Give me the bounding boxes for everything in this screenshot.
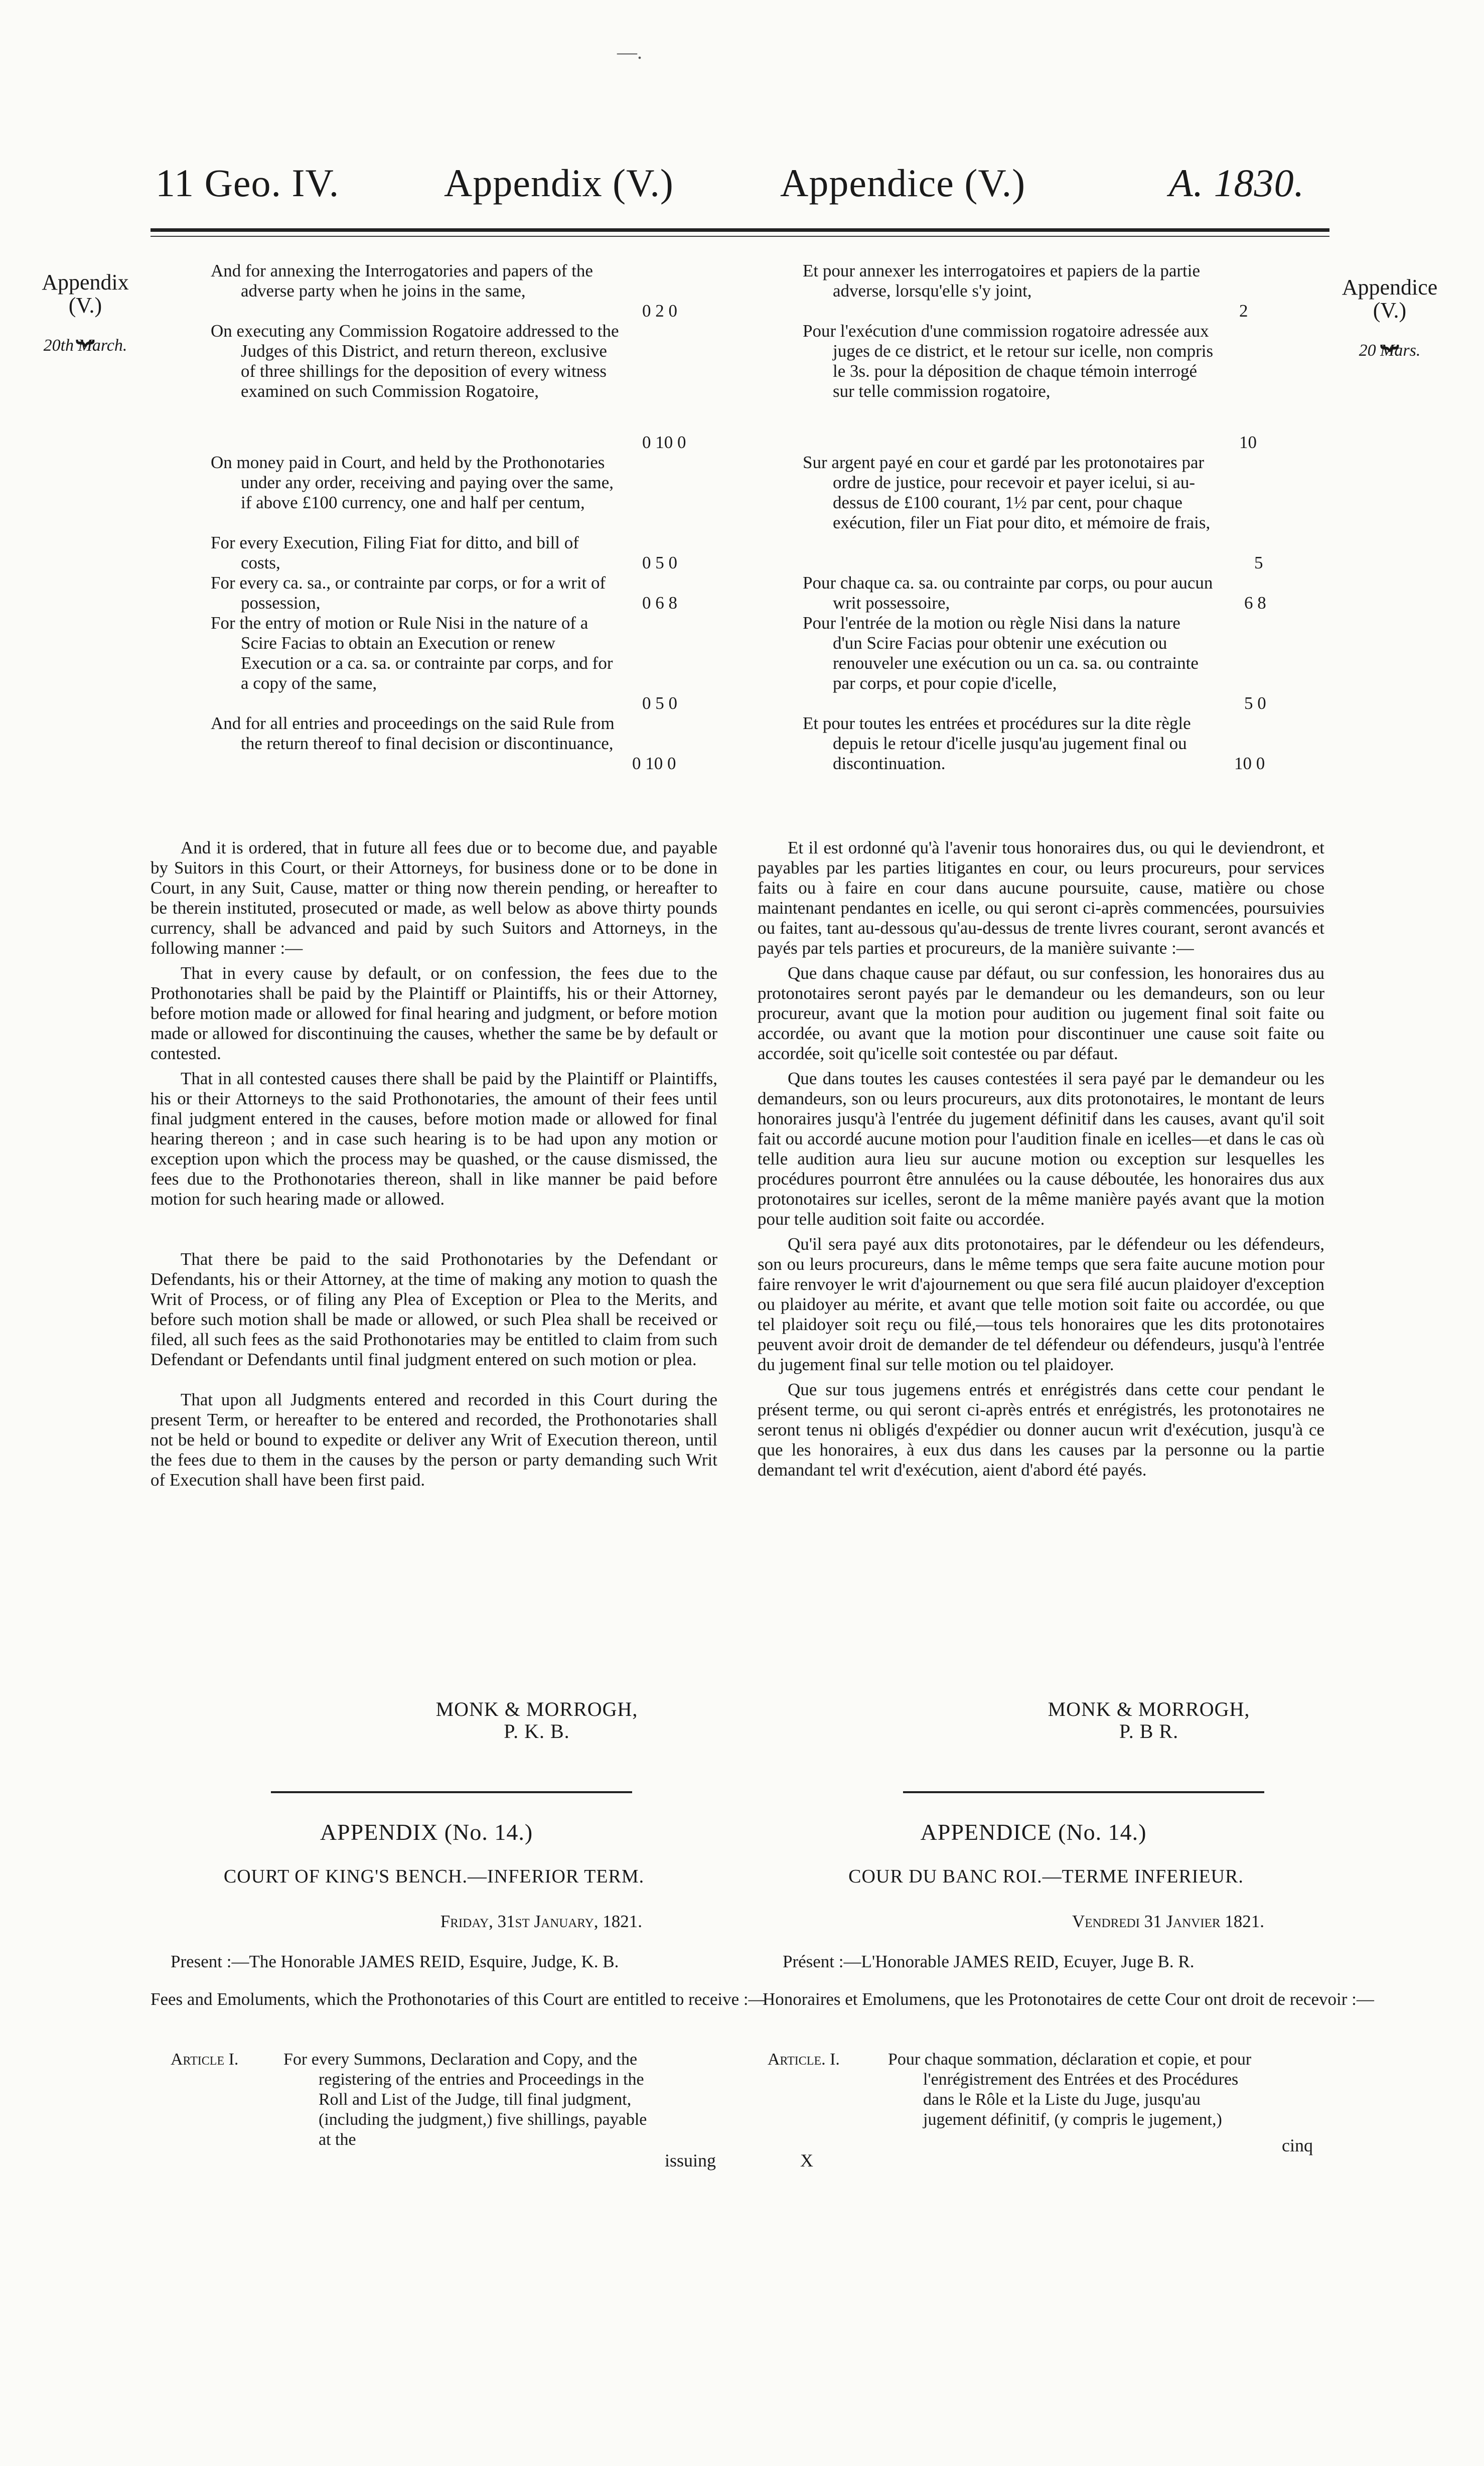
- section-separator-en: [271, 1791, 632, 1793]
- signature-title: P. K. B.: [504, 1720, 570, 1743]
- fee-row-fr: [803, 321, 1324, 453]
- fee-amount: 10 0: [1234, 754, 1265, 773]
- fee-desc: Et pour toutes les entrées et procédures sur la dite règle depuis le retour d'icelle jusqu'au jugement final ou discontinuation.: [803, 713, 1191, 773]
- fee-row-en: [211, 573, 732, 613]
- fee-amount: 2: [1239, 301, 1248, 321]
- right-margin-brace: ⏟: [1380, 314, 1400, 350]
- fee-row-en: [211, 453, 732, 533]
- fee-row-en: [211, 321, 732, 453]
- header-year: A. 1830.: [1169, 161, 1305, 205]
- header-appendix-en: Appendix (V.): [444, 161, 674, 205]
- fee-desc: For every ca. sa., or contrainte par corps, or for a writ of possession,: [211, 573, 606, 613]
- right-margin-sub: (V.): [1373, 298, 1407, 323]
- header-regnal-year: 11 Geo. IV.: [156, 161, 340, 205]
- fee-amount: 6 8: [1244, 593, 1266, 613]
- right-margin-date: 20 Mars.: [1359, 341, 1421, 360]
- fee-amount: 0 10 0: [642, 432, 686, 452]
- fee-desc: Pour l'exécution d'une commission rogatoire adressée aux juges de ce district, et le retour sur icelle, non compris le 3s. pour la déposition de chaque témoin interrogé sur telle commission rogatoire,: [803, 321, 1214, 401]
- catchword-fr: cinq: [1282, 2135, 1313, 2155]
- fee-row-fr: [803, 613, 1324, 713]
- body-fr: [758, 838, 1324, 1485]
- fee-desc: Pour l'entrée de la motion ou règle Nisi dans la nature d'un Scire Facias pour obtenir une exécution ou renouveler une exécution ou un ca. sa. ou contrainte par corps, et pour copie d'icelle,: [803, 613, 1199, 693]
- session-date-en: Friday, 31st January, 1821.: [440, 1912, 642, 1931]
- fee-amount: 0 5 0: [642, 553, 677, 572]
- article-label-en: Article I.: [171, 2050, 239, 2069]
- fee-desc: And for annexing the Interrogatories and papers of the adverse party when he joins in the same,: [211, 261, 593, 301]
- paragraph: Et il est ordonné qu'à l'avenir tous honoraires dus, ou qui le deviendront, et payables par les parties litigantes en cour, ou leurs procureurs, pour services faits ou à faire en cour dans aucune poursuite, cause, matière ou chose maintenant pendantes en icelle, ou qui seront ci-après commencées, poursuivies ou faites, tant au-dessous qu'au-dessus de trente livres courant, seront avancés et payés par tels parties et procureurs, de la manière suivante :—: [758, 838, 1324, 958]
- fee-row-fr: [803, 453, 1324, 573]
- paragraph: Que dans toutes les causes contestées il sera payé par le demandeur ou les demandeurs, son ou leurs procureurs, aux dits protonotaires, le montant de leurs honoraires jusqu'à l'entrée du jugement définitif dans les causes, avant qu'il soit fait ou accordé aucune motion pour l'audition finale en icelles—et dans le cas où telle audition aura lieu sur aucune motion ou exception sur lesquelles les procédures pourront être annulées ou la cause déboutée, les honoraires dus aux protonotaires sur icelles, seront de la même manière payés avant que la motion pour telle audition soit faite ou accordée.: [758, 1069, 1324, 1229]
- signature-en: [411, 1698, 662, 1743]
- left-margin-sub: (V.): [68, 293, 102, 318]
- fee-row-en: [211, 613, 732, 713]
- fees-intro-fr: Honoraires et Emolumens, que les Protonotaires de cette Cour ont droit de recevoir :—: [763, 1989, 1374, 2009]
- header-rule-thin: [151, 236, 1329, 237]
- paragraph: That in all contested causes there shall be paid by the Plaintiff or Plaintiffs, his or their Attorneys to the said Prothonotaries, the amount of their fees until final judgment entered in the causes, before motion made or allowed for final hearing thereon ; and in case such hearing is to be had upon any motion or exception upon which the process may be quashed, or the cause dismissed, the fees due to the Prothonotaries thereon, shall in like manner be paid before motion for such hearing made or allowed.: [151, 1069, 717, 1209]
- present-line-fr: Présent :—L'Honorable JAMES REID, Ecuyer, Juge B. R.: [783, 1952, 1195, 1971]
- fee-desc: For the entry of motion or Rule Nisi in the nature of a Scire Facias to obtain an Execution or renew Execution or a ca. sa. or contrainte par corps, and for a copy of the same,: [211, 613, 613, 693]
- appendix-title-en: APPENDIX (No. 14.): [320, 1819, 533, 1845]
- fee-desc: Pour chaque ca. sa. ou contrainte par corps, ou pour aucun writ possessoire,: [803, 573, 1213, 613]
- top-mark: —.: [617, 41, 642, 63]
- fee-desc: And for all entries and proceedings on the said Rule from the return thereof to final decision or discontinuance,: [211, 713, 615, 753]
- fee-amount: 0 10 0: [632, 754, 676, 773]
- section-separator-fr: [903, 1791, 1264, 1793]
- fee-desc: Et pour annexer les interrogatoires et papiers de la partie adverse, lorsqu'elle s'y joint,: [803, 261, 1201, 301]
- fee-amount: 0 6 8: [642, 593, 677, 613]
- left-margin-title: Appendix: [42, 270, 129, 295]
- fee-row-fr: [803, 261, 1324, 321]
- appendix-title-fr: APPENDICE (No. 14.): [920, 1819, 1147, 1845]
- catchword-en: issuing: [665, 2150, 716, 2170]
- right-margin-note: [1324, 276, 1455, 359]
- signature-name: MONK & MORROGH,: [435, 1698, 638, 1720]
- paragraph: Qu'il sera payé aux dits protonotaires, par le défendeur ou les défendeurs, son ou leurs procureurs, dans le même temps que sera faite aucune motion pour faire renvoyer le writ d'ajournement ou que sera filé aucun plaidoyer d'exception ou plaidoyer au mérite, et avant que telle motion soit faite ou accordée, ou que tel plaidoyer soit reçu ou filé,—tous tels honoraires que les dits protonotaires peuvent avoir droit de demander de tel défendeur ou défendeurs, jusqu'à l'entrée du jugement final sur telle motion ou tel plaidoyer.: [758, 1234, 1324, 1374]
- fee-amount: 0 2 0: [642, 301, 677, 321]
- fees-intro-en: Fees and Emoluments, which the Prothonotaries of this Court are entitled to receive :—: [151, 1989, 766, 2009]
- fee-desc: On money paid in Court, and held by the Prothonotaries under any order, receiving and paying over the same, if above £100 currency, one and half per centum,: [211, 453, 614, 512]
- left-margin-note: [25, 271, 145, 354]
- fee-desc: Sur argent payé en cour et gardé par les protonotaires par ordre de justice, pour recevoir et payer icelui, si au-dessus de £100 courant, 1½ par cent, pour chaque exécution, filer un Fiat pour dito, et mémoire de frais,: [803, 453, 1211, 532]
- fee-desc: For every Execution, Filing Fiat for ditto, and bill of costs,: [211, 533, 579, 572]
- fee-amount: 0 5 0: [642, 693, 677, 713]
- fee-amount: 5 0: [1244, 693, 1266, 713]
- article-label-fr: Article. I.: [768, 2050, 840, 2069]
- court-heading-fr: COUR DU BANC ROI.—TERME INFERIEUR.: [848, 1866, 1244, 1887]
- header-appendix-fr: Appendice (V.): [780, 161, 1026, 205]
- paragraph: That there be paid to the said Prothonotaries by the Defendant or Defendants, his or their Attorney, at the time of making any motion to quash the Writ of Process, or of filing any Plea of Exception or Plea to the Merits, and before such motion shall be made or allowed, or such Plea shall be received or filed, all such fees as the said Prothonotaries may be entitled to claim from such Defendant or Defendants until final judgment entered on such motion or plea.: [151, 1249, 717, 1369]
- left-margin-brace: ⏟: [75, 309, 95, 345]
- signature-title: P. B R.: [1119, 1720, 1179, 1743]
- paragraph: Que dans chaque cause par défaut, ou sur confession, les honoraires dus au protonotaires seront payés par le demandeur ou les demandeurs, son ou leur procureur, avant que la motion pour audition ou jugement final soit faite ou accordée, ou avant que la motion pour discontinuer une cause soit faite ou accordée, soit qu'icelle soit contestée ou par défaut.: [758, 963, 1324, 1063]
- right-margin-title: Appendice: [1342, 275, 1438, 300]
- paragraph: Que sur tous jugemens entrés et enrégistrés dans cette cour pendant le présent terme, ou qui seront ci-après entrés et enrégistrés, les protonotaires ne seront tenus ni obligés d'expédier ou donner aucun writ d'exécution, jusqu'à ce que les honoraires, à eux dus dans les causes par la personne ou la partie demandant tel writ d'exécution, aient d'abord été payés.: [758, 1380, 1324, 1480]
- fee-row-en: [211, 261, 732, 321]
- fee-table-en: [211, 261, 732, 774]
- fee-amount: 5: [1254, 553, 1263, 572]
- signature-fr: [1023, 1698, 1274, 1743]
- header-rule: [151, 228, 1329, 232]
- fee-table-fr: [803, 261, 1324, 774]
- left-margin-date: 20th March.: [43, 336, 127, 355]
- court-heading-en: COURT OF KING'S BENCH.—INFERIOR TERM.: [223, 1866, 645, 1887]
- signature-mark: X: [800, 2150, 813, 2170]
- body-en: [151, 838, 717, 1495]
- fee-desc: On executing any Commission Rogatoire addressed to the Judges of this District, and return thereon, exclusive of three shillings for the deposition of every witness examined on such Commission Rogatoire,: [211, 321, 619, 401]
- present-line-en: Present :—The Honorable JAMES REID, Esquire, Judge, K. B.: [171, 1952, 619, 1971]
- paragraph: And it is ordered, that in future all fees due or to become due, and payable by Suitors in this Court, or their Attorneys, for business done or to be done in Court, in any Suit, Cause, matter or thing now therein pending, or hereafter to be therein instituted, prosecuted or made, as well below as above thirty pounds currency, shall be advanced and paid by such Suitors and Attorneys, in the following manner :—: [151, 838, 717, 958]
- fee-row-fr: [803, 573, 1324, 613]
- article-text-fr: Pour chaque sommation, déclaration et copie, et pour l'enrégistrement des Entrées et des Procédures dans le Rôle et la Liste du Juge, jusqu'au jugement définitif, (y compris le jugement,): [888, 2050, 1252, 2129]
- article-text-en: For every Summons, Declaration and Copy, and the registering of the entries and Proceedings in the Roll and List of the Judge, till final judgment, (including the judgment,) five shillings, payable at the: [283, 2050, 647, 2149]
- paragraph: That upon all Judgments entered and recorded in this Court during the present Term, or hereafter to be entered and recorded, the Prothonotaries shall not be held or bound to expedite or deliver any Writ of Execution thereon, until the fees due to them in the causes by the person or party demanding such Writ of Execution shall have been first paid.: [151, 1390, 717, 1490]
- paragraph: That in every cause by default, or on confession, the fees due to the Prothonotaries shall be paid by the Plaintiff or Plaintiffs, his or their Attorney, before motion made or allowed for final hearing and judgment, or before motion made or allowed for discontinuing the causes, whether the same be by default or contested.: [151, 963, 717, 1063]
- fee-row-en: [211, 533, 732, 573]
- signature-name: MONK & MORROGH,: [1048, 1698, 1250, 1720]
- fee-row-fr: [803, 713, 1324, 774]
- fee-amount: 10: [1239, 432, 1257, 452]
- session-date-fr: Vendredi 31 Janvier 1821.: [1072, 1912, 1264, 1931]
- fee-row-en: [211, 713, 732, 774]
